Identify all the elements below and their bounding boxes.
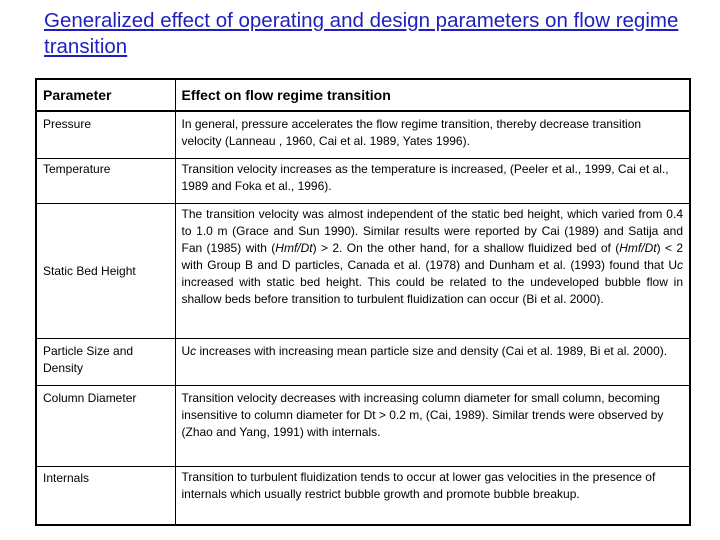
effect-italic: Hmf/Dt bbox=[275, 241, 313, 255]
table-header-row bbox=[36, 79, 690, 111]
effect-cell: Transition velocity increases as the temperature is increased, (Peeler et al., 1999, Cai et al., 1989 and Foka et al., 1996). bbox=[175, 159, 690, 204]
effect-cell: Transition to turbulent fluidization tends to occur at lower gas velocities in the presence of internals which usually restrict bubble growth and promote bubble breakup. bbox=[175, 467, 690, 526]
table-row bbox=[36, 386, 690, 467]
effect-italic: c bbox=[190, 344, 197, 358]
header-effect: Effect on flow regime transition bbox=[175, 79, 690, 111]
table-row bbox=[36, 467, 690, 526]
effect-text: ) < 2 with Group B and D particles, Canada et al. (1978) and Dunham et al. (1993) found that U bbox=[181, 241, 683, 272]
effect-text: ) > 2. On the other hand, for a shallow fluidized bed of ( bbox=[312, 241, 620, 255]
slide-title: Generalized effect of operating and design parameters on flow regime transition bbox=[44, 9, 679, 58]
effect-text: The transition velocity was almost independent of the static bed height, which varied from 0.4 to 1.0 m (Grace and Sun 1990). Similar results were reported by Cai (1989) and Satija and Fan (1985) with ( bbox=[181, 207, 683, 255]
parameter-cell: Column Diameter bbox=[36, 386, 175, 467]
parameters-table bbox=[35, 78, 691, 526]
table-row bbox=[36, 204, 690, 339]
effect-cell: Transition velocity decreases with increasing column diameter for small column, becoming insensitive to column diameter for Dt > 0.2 m, (Cai, 1989). Similar trends were observed by (Zhao and Yang, 1991) with internals. bbox=[175, 386, 690, 467]
effect-cell bbox=[175, 204, 690, 339]
effect-text: increases with increasing mean particle size and density (Cai et al. 1989, Bi et al. 2000). bbox=[196, 344, 668, 358]
effect-cell bbox=[175, 339, 690, 386]
effect-italic: Hmf/Dt bbox=[619, 241, 657, 255]
header-parameter: Parameter bbox=[36, 79, 175, 111]
parameter-cell: Particle Size and Density bbox=[36, 339, 175, 386]
parameter-cell: Pressure bbox=[36, 111, 175, 159]
effect-text: increased with static bed height. This could be related to the undeveloped bubble flow in shallow beds before transition to turbulent fluidization can occur (Bi et al. 2000). bbox=[181, 275, 683, 306]
table-row bbox=[36, 111, 690, 159]
table-row bbox=[36, 159, 690, 204]
effect-cell: In general, pressure accelerates the flow regime transition, thereby decrease transition velocity (Lanneau , 1960, Cai et al. 1989, Yates 1996). bbox=[175, 111, 690, 159]
parameter-cell: Static Bed Height bbox=[36, 204, 175, 339]
parameter-cell: Internals bbox=[36, 467, 175, 526]
table-row bbox=[36, 339, 690, 386]
parameter-cell: Temperature bbox=[36, 159, 175, 204]
effect-italic: c bbox=[677, 258, 683, 272]
effect-text: U bbox=[181, 344, 191, 358]
